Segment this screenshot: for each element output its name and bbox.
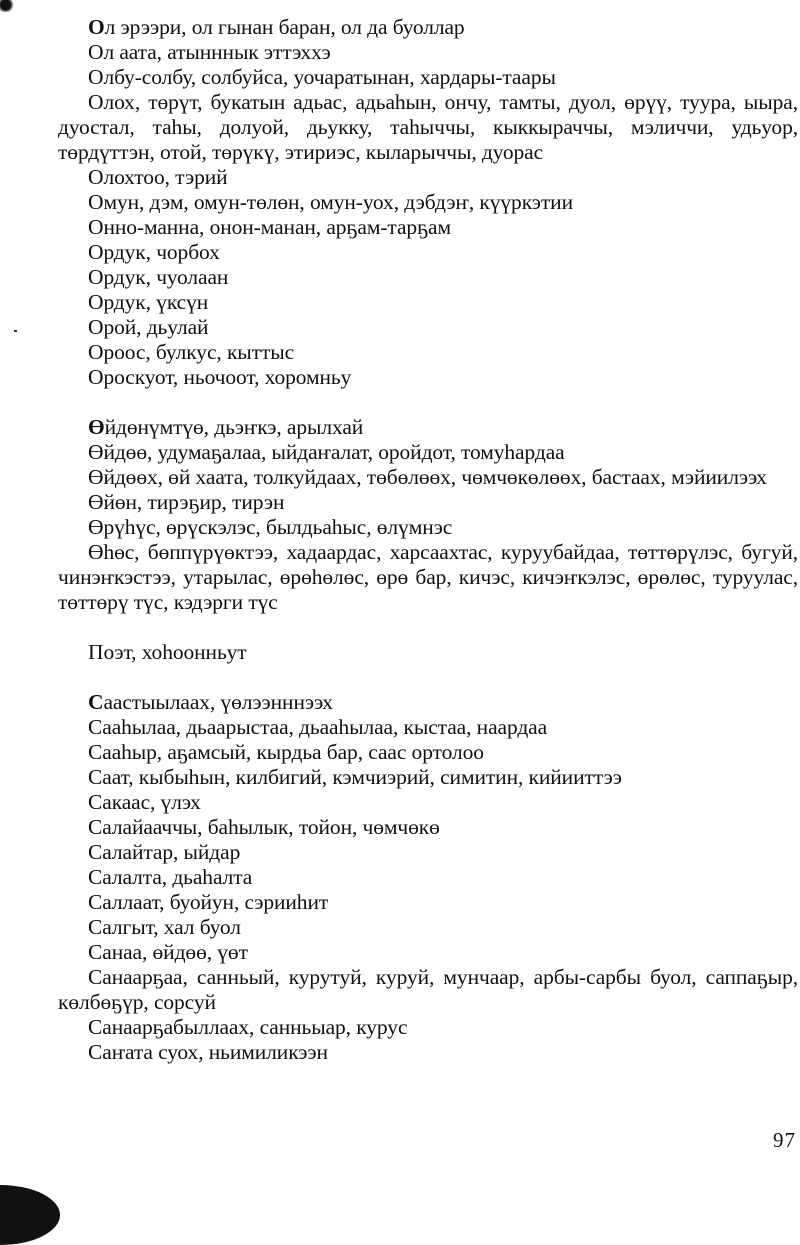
dictionary-entry bbox=[58, 190, 798, 215]
entry-initial-letter: С bbox=[88, 890, 103, 914]
dictionary-entry bbox=[58, 165, 798, 190]
blank-line bbox=[58, 615, 798, 640]
entry-text: мун, дэм, омун-төлөн, омун-уох, дэбдэҥ, күүркэтии bbox=[103, 190, 573, 214]
dictionary-entry bbox=[58, 315, 798, 340]
entry-initial-letter: С bbox=[88, 940, 103, 964]
dictionary-entry bbox=[58, 515, 798, 540]
dictionary-entry bbox=[58, 415, 798, 440]
dictionary-entry bbox=[58, 1040, 798, 1065]
entry-initial-letter: С bbox=[88, 915, 103, 939]
dictionary-entry bbox=[58, 65, 798, 90]
entry-initial-letter: С bbox=[88, 815, 103, 839]
entry-initial-letter: С bbox=[88, 1015, 103, 1039]
dictionary-entry bbox=[58, 940, 798, 965]
entry-text: йөн, тирэҕир, тирэн bbox=[103, 490, 285, 514]
entry-text: роскуот, ньочоот, хоромньу bbox=[103, 365, 352, 389]
entry-initial-letter: О bbox=[88, 40, 104, 64]
entry-initial-letter: С bbox=[88, 740, 103, 764]
dictionary-entry bbox=[58, 765, 798, 790]
entry-text: рүһүс, өрүскэлэс, былдьаһыс, өлүмнэс bbox=[103, 515, 453, 539]
scan-corner-mark bbox=[0, 0, 14, 12]
entry-initial-letter: С bbox=[88, 1040, 103, 1064]
entry-initial-letter: Ө bbox=[88, 415, 105, 439]
entry-text: аллаат, буойун, сэрииһит bbox=[102, 890, 329, 914]
dictionary-entry bbox=[58, 440, 798, 465]
entry-text: алайтар, ыйдар bbox=[102, 840, 241, 864]
entry-text: анаарҕабыллаах, санньыар, курус bbox=[102, 1015, 408, 1039]
entry-initial-letter: Ө bbox=[88, 540, 104, 564]
entry-text: рой, дьулай bbox=[103, 315, 209, 339]
entry-initial-letter: О bbox=[88, 90, 104, 114]
entry-text: йдөөх, өй хаата, толкуйдаах, төбөлөөх, чөмчөкөлөөх, бастаах, мэйиилээх bbox=[103, 465, 767, 489]
entry-initial-letter: С bbox=[88, 690, 104, 714]
entry-text: оэт, хоһоонньут bbox=[103, 640, 247, 664]
entry-text: алгыт, хал буол bbox=[102, 915, 241, 939]
entry-text: рдук, чорбох bbox=[103, 240, 220, 264]
entry-initial-letter: Ө bbox=[88, 490, 104, 514]
dictionary-entry bbox=[58, 890, 798, 915]
entry-initial-letter: С bbox=[88, 715, 103, 739]
entry-initial-letter: С bbox=[88, 965, 103, 989]
entry-text: л аата, атынннык эттэххэ bbox=[103, 40, 331, 64]
entry-text: акаас, үлэх bbox=[102, 790, 201, 814]
entry-initial-letter: Ө bbox=[88, 440, 104, 464]
entry-initial-letter: О bbox=[88, 265, 104, 289]
dictionary-entry bbox=[58, 540, 798, 615]
dictionary-entry bbox=[58, 1015, 798, 1040]
dictionary-entry bbox=[58, 690, 798, 715]
blank-line bbox=[58, 390, 798, 415]
entry-text: аҥата суох, ньимиликээн bbox=[102, 1040, 328, 1064]
entry-text: алалта, дьаһалта bbox=[102, 865, 253, 889]
entry-initial-letter: О bbox=[88, 215, 104, 239]
entry-text: лох, төрүт, букатын адьас, адьаһын, ончу, тамты, дуол, өрүү, туура, ыыра, дуостал, таһы, долуой, дьукку, таһыччы, кыккыраччы, мэличчи, удьуор, төрдүттэн, отой, төрүкү, этириэс, кыларыччы, дуорас bbox=[58, 90, 798, 164]
dictionary-entry bbox=[58, 815, 798, 840]
entry-initial-letter: О bbox=[88, 340, 104, 364]
entry-text: йдөнүмтүө, дьэҥкэ, арылхай bbox=[104, 415, 364, 439]
entry-text: ааһылаа, дьаарыстаа, дьааһылаа, кыстаа, наардаа bbox=[102, 715, 548, 739]
entry-initial-letter: С bbox=[88, 865, 103, 889]
dictionary-entry bbox=[58, 240, 798, 265]
dictionary-entry bbox=[58, 790, 798, 815]
entry-initial-letter: О bbox=[88, 15, 105, 39]
dictionary-entry bbox=[58, 265, 798, 290]
entry-initial-letter: Ө bbox=[88, 465, 104, 489]
entry-initial-letter: П bbox=[88, 640, 104, 664]
entry-initial-letter: О bbox=[88, 165, 104, 189]
dictionary-entry bbox=[58, 740, 798, 765]
page-number: 97 bbox=[773, 1128, 796, 1152]
dictionary-entry bbox=[58, 490, 798, 515]
entry-text: анаарҕаа, санньый, курутуй, куруй, мунчаар, арбы-сарбы буол, саппаҕыр, көлбөҕүр, сорсуй bbox=[58, 965, 798, 1014]
entries-list bbox=[58, 15, 798, 1065]
entry-text: лохтоо, тэрий bbox=[103, 165, 228, 189]
dictionary-entry bbox=[58, 90, 798, 165]
entry-initial-letter: Ө bbox=[88, 515, 104, 539]
dictionary-entry bbox=[58, 365, 798, 390]
dictionary-entry bbox=[58, 290, 798, 315]
dictionary-entry bbox=[58, 865, 798, 890]
entry-initial-letter: О bbox=[88, 65, 104, 89]
dictionary-entry bbox=[58, 15, 798, 40]
entry-initial-letter: О bbox=[88, 290, 104, 314]
scan-corner-shadow bbox=[0, 1185, 60, 1245]
entry-text: рдук, үксүн bbox=[103, 290, 209, 314]
dictionary-entry bbox=[58, 840, 798, 865]
entry-text: анаа, өйдөө, үөт bbox=[102, 940, 248, 964]
entry-initial-letter: О bbox=[88, 190, 104, 214]
entry-initial-letter: О bbox=[88, 240, 104, 264]
entry-initial-letter: С bbox=[88, 765, 103, 789]
dictionary-entry bbox=[58, 715, 798, 740]
blank-line bbox=[58, 665, 798, 690]
entry-text: лбу-солбу, солбуйса, уочаратынан, хардары-таары bbox=[103, 65, 556, 89]
dictionary-entry bbox=[58, 915, 798, 940]
entry-text: һөс, бөппүрүөктээ, хадаардас, харсаахтас, куруубайдаа, төттөрүлэс, бугуй, чинэҥкэстээ, утарылас, өрөһөлөс, өрө бар, кичэс, кичэҥкэлэс, өрөлөс, туруулас, төттөрү түс, кэдэрги түс bbox=[58, 540, 798, 614]
entry-initial-letter: С bbox=[88, 840, 103, 864]
entry-text: йдөө, удумаҕалаа, ыйдаҥалат, оройдот, томуһардаа bbox=[103, 440, 565, 464]
dictionary-entry bbox=[58, 40, 798, 65]
dictionary-entry bbox=[58, 640, 798, 665]
dictionary-entry bbox=[58, 215, 798, 240]
scan-speck bbox=[14, 330, 17, 332]
entry-text: л эрээри, ол гынан баран, ол да буоллар bbox=[104, 15, 465, 39]
entry-initial-letter: С bbox=[88, 790, 103, 814]
entry-text: рдук, чуолаан bbox=[103, 265, 229, 289]
entry-text: алайааччы, баһылык, тойон, чөмчөкө bbox=[102, 815, 440, 839]
entry-text: ааһыр, аҕамсый, кырдьа бар, саас ортолоо bbox=[102, 740, 484, 764]
entry-initial-letter: О bbox=[88, 315, 104, 339]
entry-text: аат, кыбыһын, килбигий, кэмчиэрий, симитин, кийииттээ bbox=[102, 765, 622, 789]
entry-text: нно-манна, онон-манан, арҕам-тарҕам bbox=[103, 215, 451, 239]
entry-initial-letter: О bbox=[88, 365, 104, 389]
entry-text: аастыылаах, үөлээнннээх bbox=[103, 690, 333, 714]
entry-text: роос, булкус, кыттыс bbox=[103, 340, 295, 364]
dictionary-entry bbox=[58, 465, 798, 490]
dictionary-entry bbox=[58, 340, 798, 365]
dictionary-entry bbox=[58, 965, 798, 1015]
